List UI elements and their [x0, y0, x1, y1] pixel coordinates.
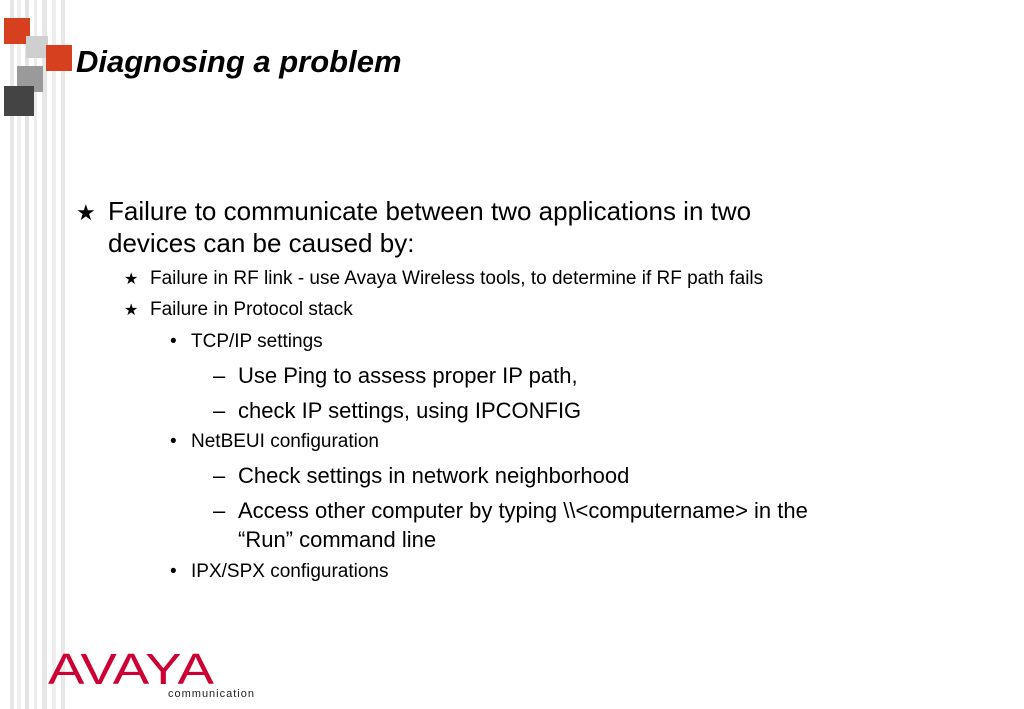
bullet-text: Access other computer by typing \\<computername> in the	[238, 498, 808, 523]
slide-title: Diagnosing a problem	[76, 44, 402, 79]
star-bullet-icon: ★	[124, 271, 139, 288]
dot-bullet-icon: •	[170, 561, 177, 582]
avaya-wordmark-icon	[48, 646, 278, 702]
star-bullet-icon: ★	[76, 200, 96, 225]
star-bullet-icon: ★	[124, 302, 139, 319]
bullet-text: TCP/IP settings	[191, 331, 323, 352]
bullet-text: Check settings in network neighborhood	[238, 463, 630, 488]
bullet-text: check IP settings, using IPCONFIG	[238, 398, 582, 423]
bullet-text: IPX/SPX configurations	[191, 561, 389, 582]
dash-bullet-icon: –	[213, 498, 226, 523]
dash-bullet-icon: –	[213, 398, 226, 423]
dash-bullet-icon: –	[213, 463, 226, 488]
svg-text:AVAYA: AVAYA	[48, 646, 215, 694]
dot-bullet-icon: •	[170, 431, 177, 452]
avaya-logo	[48, 646, 278, 707]
bullet-text: Use Ping to assess proper IP path,	[238, 363, 578, 388]
bullet-text: “Run” command line	[238, 527, 437, 552]
dot-bullet-icon: •	[170, 331, 177, 352]
dash-bullet-icon: –	[213, 363, 226, 388]
bullet-text: devices can be caused by:	[108, 228, 415, 258]
bullet-text: Failure in RF link - use Avaya Wireless tools, to determine if RF path fails	[150, 268, 764, 289]
bullet-text: Failure to communicate between two applications in two	[108, 196, 752, 226]
bullet-text: Failure in Protocol stack	[150, 299, 353, 320]
bullet-text: NetBEUI configuration	[191, 431, 379, 452]
svg-text:communication: communication	[168, 688, 255, 700]
